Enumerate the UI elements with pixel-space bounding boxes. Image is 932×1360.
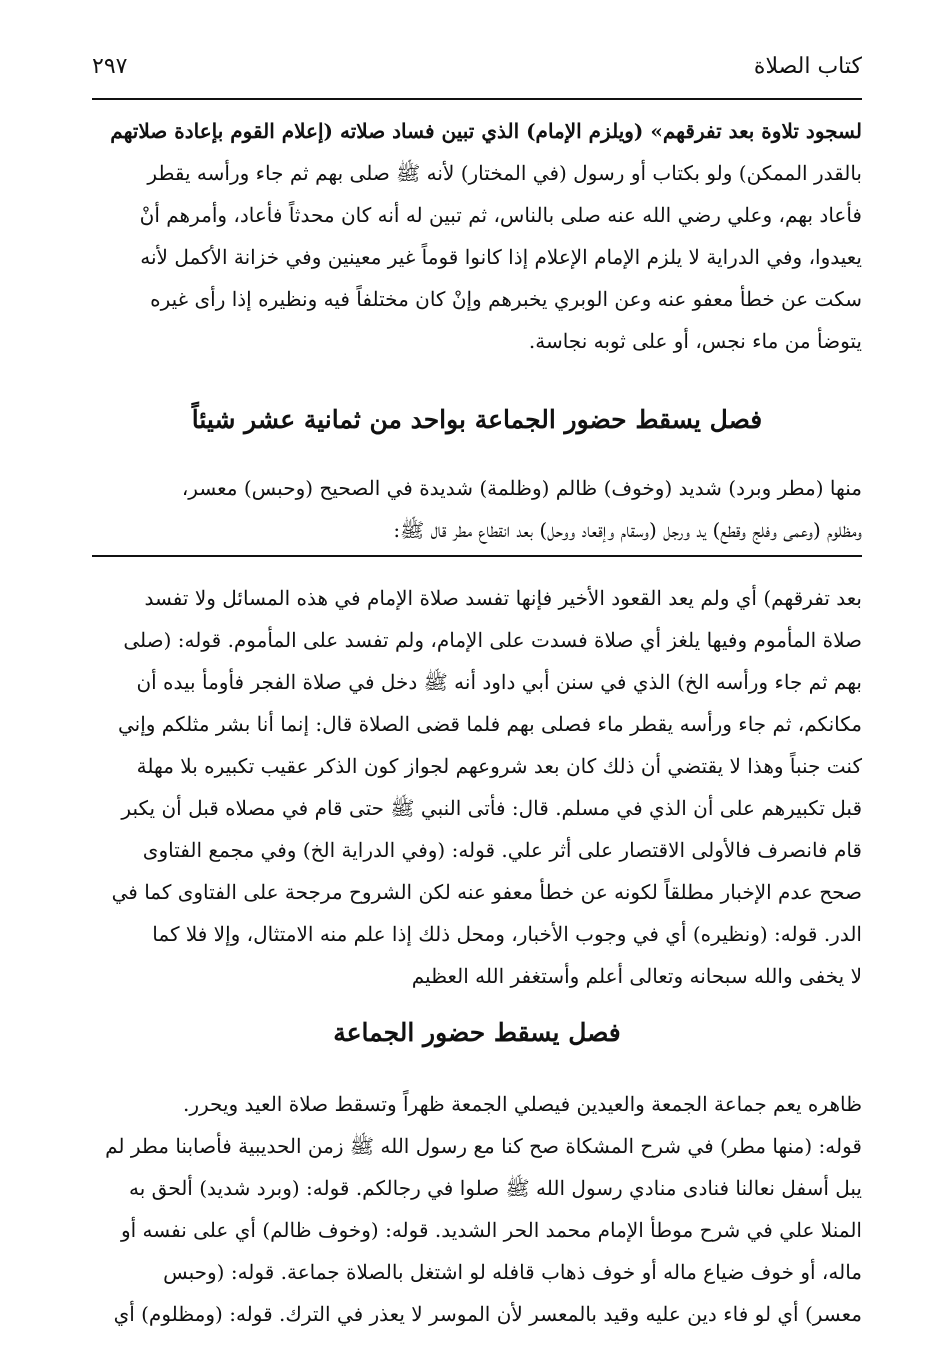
text-line: فأعاد بهم، وعلي رضي الله عنه صلى بالناس، ثم تبين له أنه كان محدثاً فأعاد، وأمرهم أنْ xyxy=(139,203,862,227)
text-line: المنلا علي في شرح موطأ الإمام محمد الحر الشديد. قوله: (وخوف ظالم) أي على نفسه أو xyxy=(120,1218,862,1242)
text-line: لا يخفى والله سبحانه وتعالى أعلم وأستغفر الله العظيم xyxy=(411,964,862,988)
text-line: سكت عن خطأ معفو عنه وعن الوبري يخبرهم وإنْ كان مختلفاً فيه ونظيره إذا رأى غيره xyxy=(150,287,862,311)
text-line: يبل أسفل نعالنا فنادى منادي رسول الله ﷺ صلوا في رجالكم. قوله: (وبرد شديد) ألحق به xyxy=(128,1176,862,1200)
book-title: كتاب الصلاة xyxy=(753,53,862,79)
text-line: منها (مطر وبرد) شديد (وخوف) ظالم (وظلمة) شديدة في الصحيح (وحبس) معسر، xyxy=(181,476,862,500)
text-line: صلاة المأموم وفيها يلغز أي صلاة فسدت على الإمام، ولم تفسد على المأموم. قوله: (صلى xyxy=(123,628,862,652)
page-number: ٢٩٧ xyxy=(92,53,128,79)
section-heading-1: فصل يسقط حضور الجماعة بواحد من ثمانية عشر شيئاً xyxy=(191,405,763,434)
section1-text xyxy=(92,467,862,551)
page-header xyxy=(92,46,862,86)
text-line: معسر) أي لو فاء دين عليه وقيد بالمعسر لأن الموسر لا يعذر في الترك. قوله: (ومظلوم) أي xyxy=(113,1302,862,1326)
text-line: الدر. قوله: (ونظيره) أي في وجوب الأخبار، ومحل ذلك إذا علم منه الامتثال، وإلا فلا كما xyxy=(152,922,862,946)
text-line: يعيدوا، وفي الدراية لا يلزم الإمام الإعلام إذا كانوا قوماً غير معينين وفي خزانة الأكمل لأنه xyxy=(140,245,862,269)
commentary-block-1 xyxy=(92,577,862,997)
text-line: قبل تكبيرهم على أن الذي في مسلم. قال: فأتى النبي ﷺ حتى قام في مصلاه قبل أن يكبر xyxy=(121,796,862,820)
text-line: قام فانصرف فالأولى الاقتصار على أثر علي. قوله: (وفي الدراية الخ) وفي مجمع الفتاوى xyxy=(142,838,862,862)
footnote-divider xyxy=(92,555,862,557)
text-line: كنت جنباً وهذا لا يقتضي أن ذلك كان بعد شروعهم لجواز كون الذكر عقيب تكبيره بلا مهلة xyxy=(136,754,862,778)
text-line: مكانكم، ثم جاء ورأسه يقطر ماء فصلى بهم فلما قضى الصلاة قال: إنما أنا بشر مثلكم وإني xyxy=(117,712,862,736)
text-line: يتوضأ من ماء نجس، أو على ثوبه نجاسة. xyxy=(528,329,862,353)
commentary-block-2 xyxy=(92,1083,862,1335)
text-line: قوله: (منها مطر) في شرح المشكاة صح كنا مع رسول الله ﷺ زمن الحديبية فأصابنا مطر لم xyxy=(105,1134,862,1158)
text-line: صحح عدم الإخبار مطلقاً لكونه عن خطأ معفو عنه لكن الشروح مرجحة على الفتاوى كما في xyxy=(111,880,862,904)
text-line: بهم ثم جاء ورأسه الخ) الذي في سنن أبي داود أنه ﷺ دخل في صلاة الفجر فأومأ بيده أن xyxy=(136,670,862,694)
text-line: بعد تفرقهم) أي ولم يعد القعود الأخير فإنها تفسد صلاة الإمام في هذه المسائل ولا تفسد xyxy=(144,586,862,610)
text-line: بالقدر الممكن) ولو بكتاب أو رسول (في المختار) لأنه ﷺ صلى بهم ثم جاء ورأسه يقطر xyxy=(147,161,862,185)
header-divider xyxy=(92,98,862,100)
top-text-block xyxy=(92,110,862,362)
text-line: ماله، أو خوف ضياع ماله أو خوف ذهاب قافله لو اشتغل بالصلاة جماعة. قوله: (وحبس xyxy=(163,1260,862,1284)
text-line: لسجود تلاوة بعد تفرقهم» (ويلزم الإمام) الذي تبين فساد صلاته (إعلام القوم بإعادة صلاتهم xyxy=(110,119,862,143)
text-line: ومظلوم (وعمى وفلج وقطع) يد ورجل (وسقام وإقعاد ووحل) بعد انقطاع مطر قال ﷺ: xyxy=(393,518,862,542)
section-heading-2: فصل يسقط حضور الجماعة xyxy=(333,1018,621,1047)
text-line: ظاهره يعم جماعة الجمعة والعيدين فيصلي الجمعة ظهراً وتسقط صلاة العيد ويحرر. xyxy=(182,1092,862,1116)
